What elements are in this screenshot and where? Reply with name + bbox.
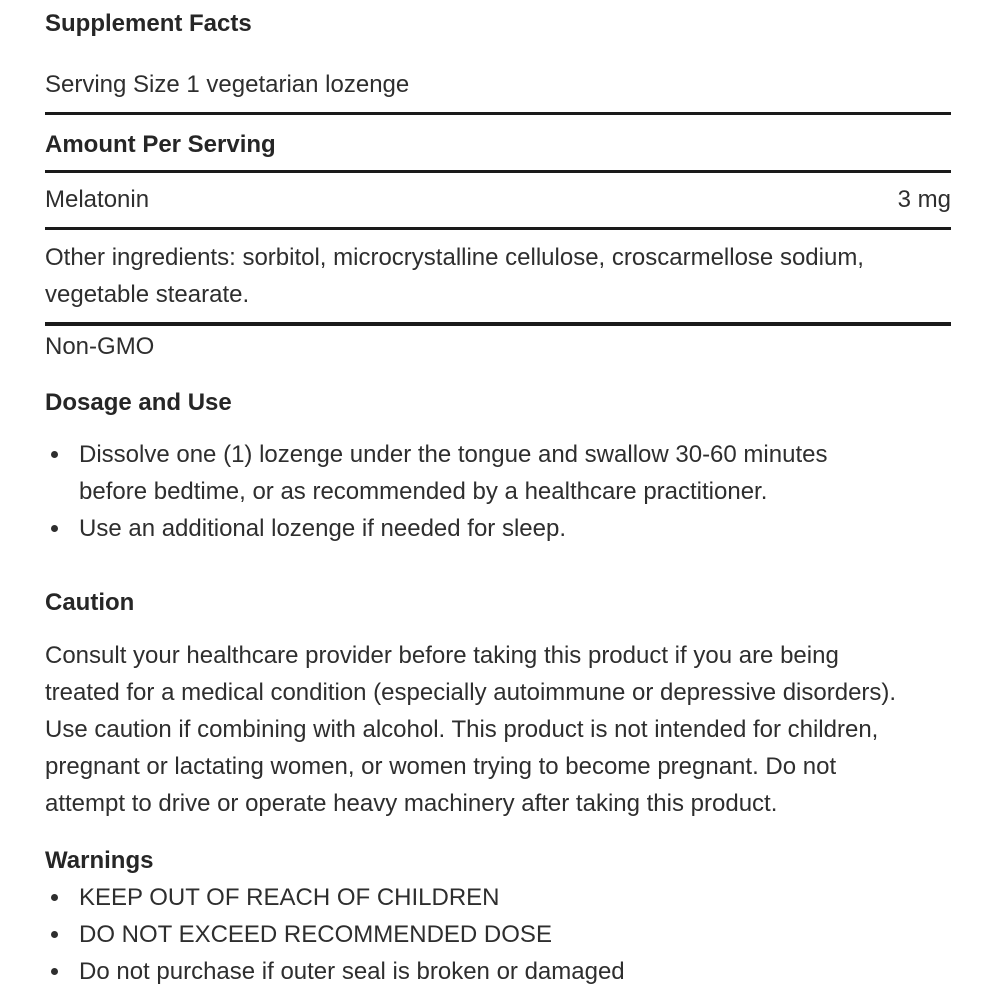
list-item [45,916,951,953]
nutrient-amount: 3 mg [897,186,951,213]
caution-heading: Caution [45,589,135,616]
list-item [45,436,951,510]
list-item [45,879,951,916]
bullet-icon [51,451,58,458]
supplement-label [45,0,951,1000]
warnings-heading: Warnings [45,847,154,874]
warning-text: KEEP OUT OF REACH OF CHILDREN [79,884,500,911]
other-ingredients [45,239,864,313]
supplement-facts-title: Supplement Facts [45,10,252,37]
nutrient-row [45,181,951,218]
caution-line: treated for a medical condition (especially autoimmune or depressive disorders). [45,679,897,706]
bullet-icon [51,894,58,901]
caution-line: attempt to drive or operate heavy machinery after taking this product. [45,790,778,817]
caution-line: Use caution if combining with alcohol. This product is not intended for children, [45,716,879,743]
amount-per-serving-header: Amount Per Serving [45,131,276,158]
bullet-icon [51,525,58,532]
non-gmo-note: Non-GMO [45,333,155,360]
bullet-icon [51,968,58,975]
divider-rule [45,322,951,326]
list-item [45,510,951,547]
list-item-line: before bedtime, or as recommended by a healthcare practitioner. [79,478,768,505]
serving-size: Serving Size 1 vegetarian lozenge [45,71,410,98]
caution-paragraph [45,637,965,822]
warning-text: Do not purchase if outer seal is broken or damaged [79,958,625,985]
bullet-icon [51,931,58,938]
warnings-list [45,879,951,990]
caution-line: pregnant or lactating women, or women trying to become pregnant. Do not [45,753,837,780]
caution-line: Consult your healthcare provider before taking this product if you are being [45,642,839,669]
divider-rule [45,227,951,230]
dosage-list [45,436,951,547]
warning-text: DO NOT EXCEED RECOMMENDED DOSE [79,921,552,948]
list-item [45,953,951,990]
dosage-heading: Dosage and Use [45,389,232,416]
other-ingredients-line: Other ingredients: sorbitol, microcrystalline cellulose, croscarmellose sodium, [45,244,864,271]
other-ingredients-line: vegetable stearate. [45,281,250,308]
divider-rule [45,112,951,115]
divider-rule [45,170,951,173]
list-item-line: Dissolve one (1) lozenge under the tongue and swallow 30-60 minutes [79,441,828,468]
nutrient-name: Melatonin [45,186,150,213]
list-item-line: Use an additional lozenge if needed for sleep. [79,515,567,542]
